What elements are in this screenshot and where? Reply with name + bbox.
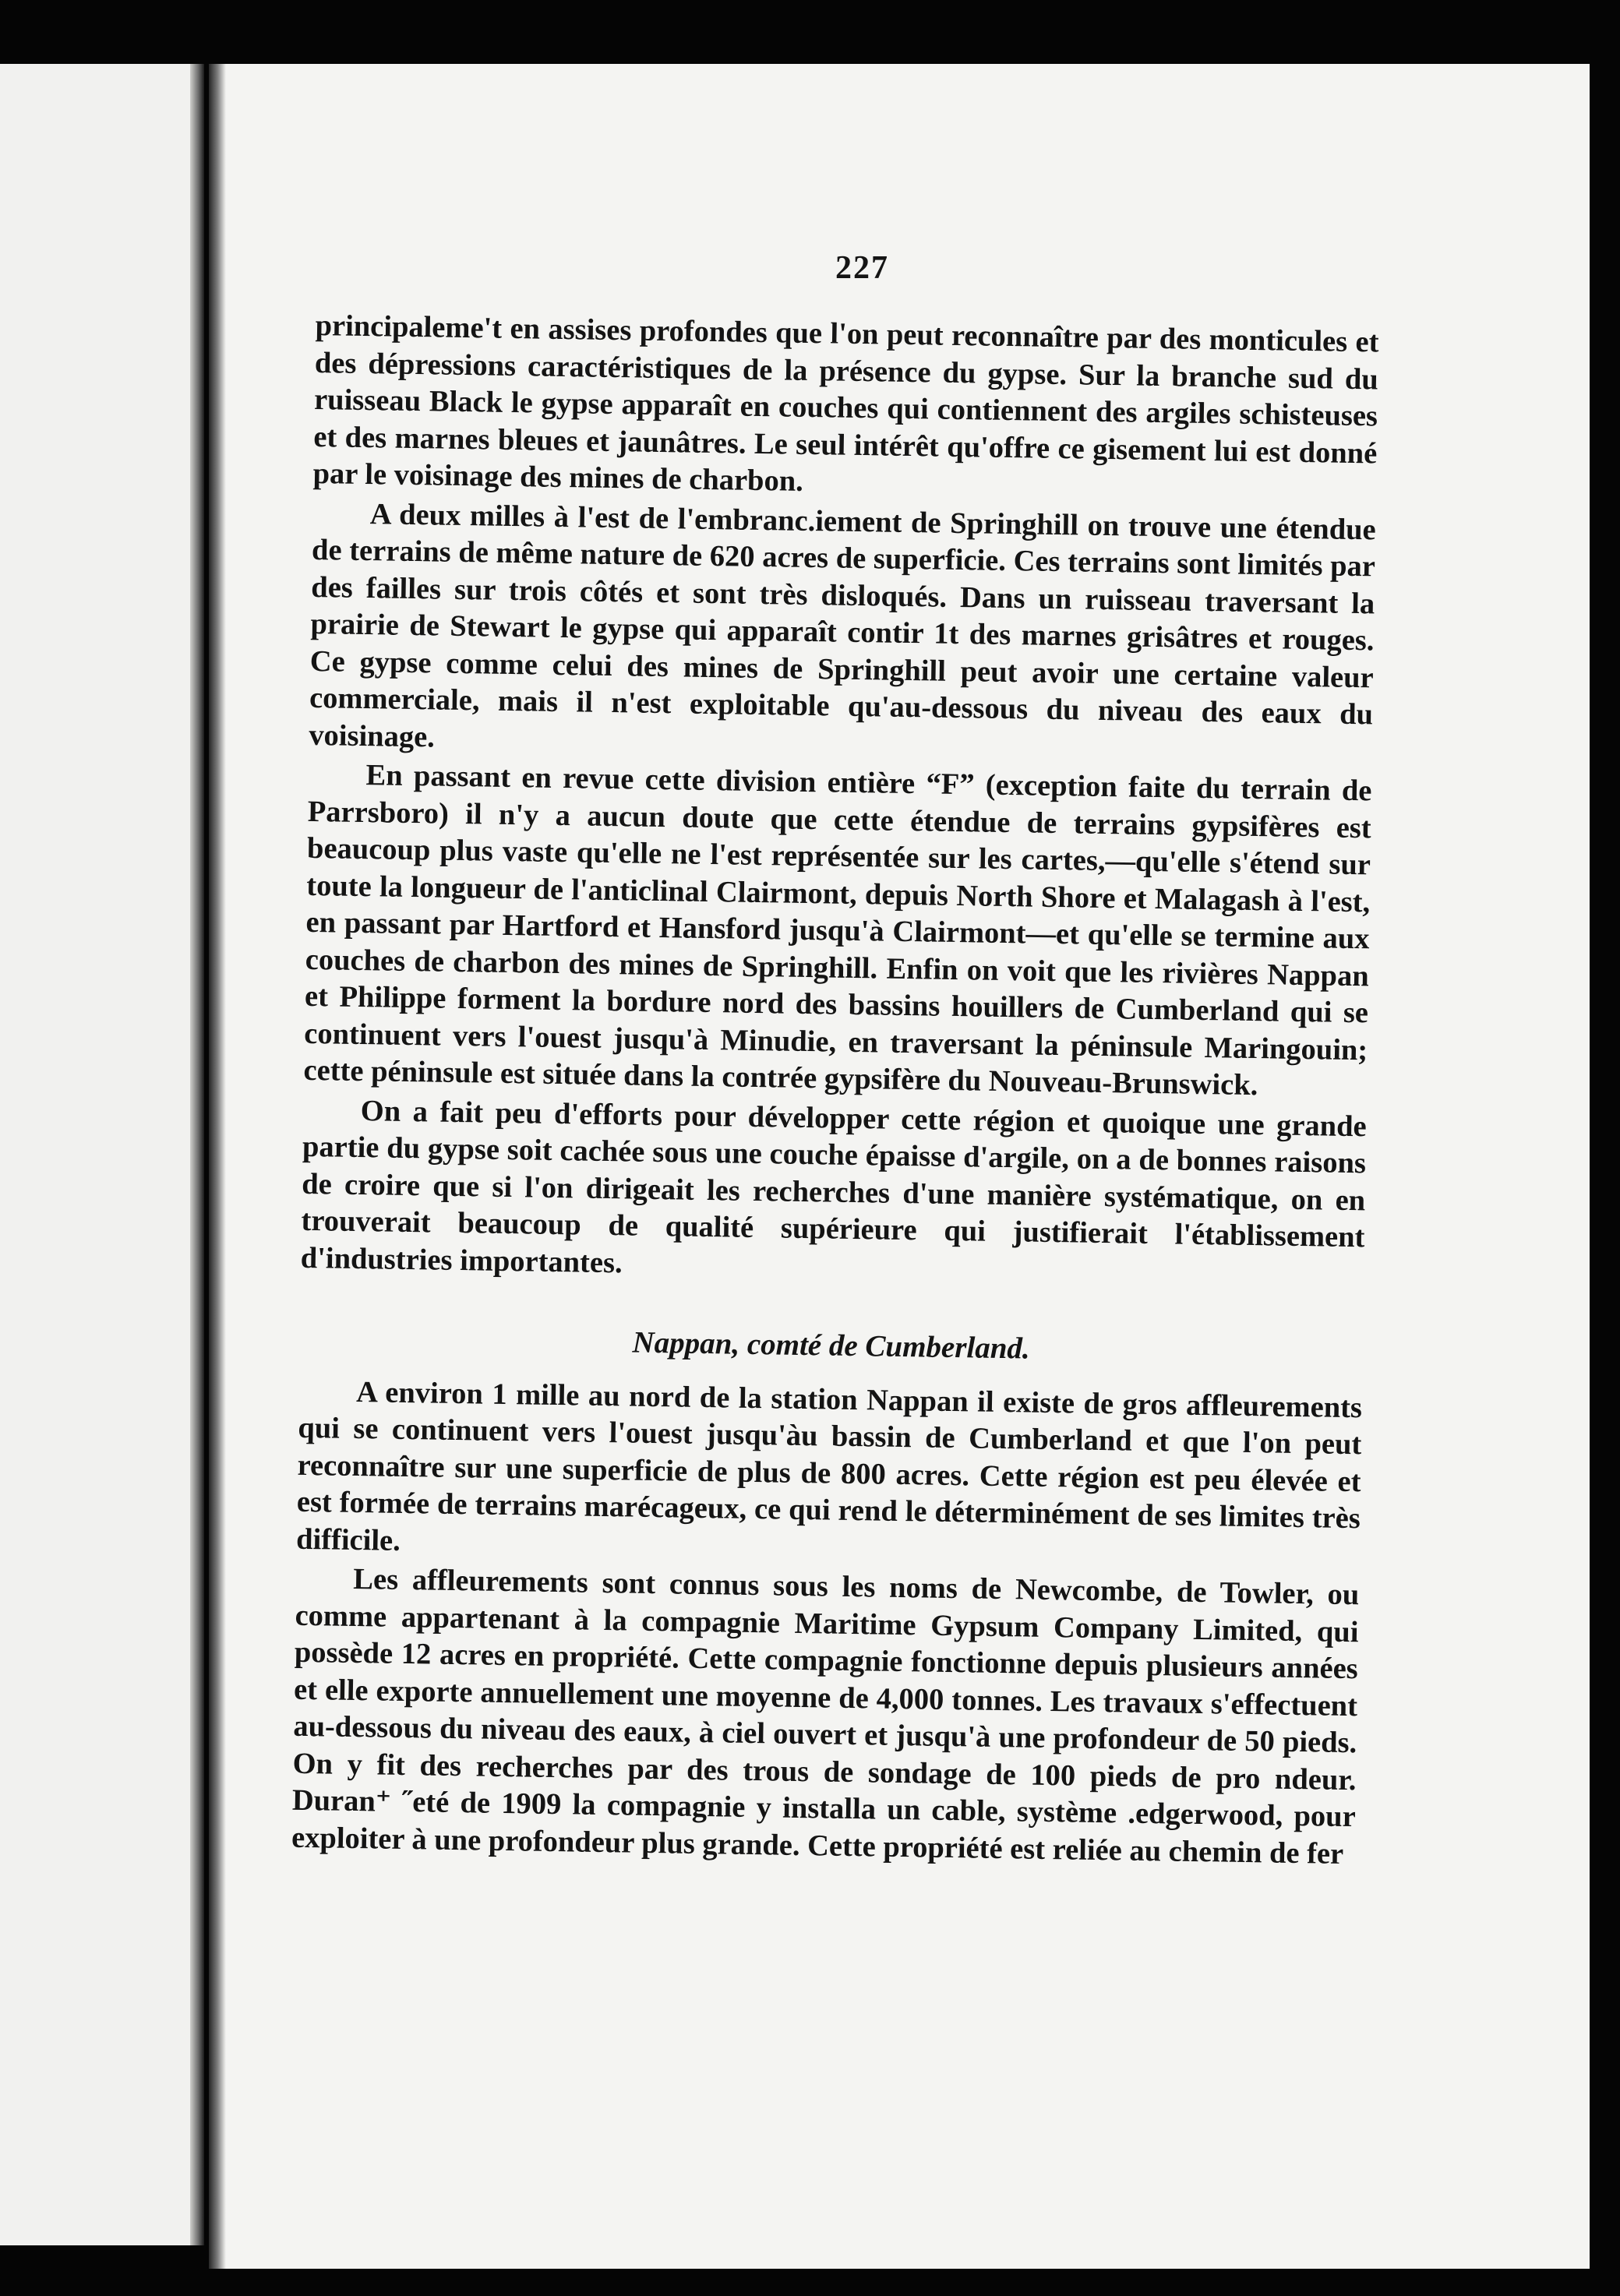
paragraph: Les affleurements sont connus sous les noms de Newcombe, de Towler, ou comme appartenant à la compagnie Maritime Gypsum Company Limited, qui possède 12 acres en propriété. Cette compagnie fonctionne depuis plusieurs années et elle exporte annuellement une moyenne de 4,000 tonnes. Les travaux s'effectuent au-dessous du niveau des eaux, à ciel ouvert et jusqu'à une profondeur de 50 pieds. On y fit des recherches par des trous de sondage de 100 pieds de pro ndeur. Duran⁺ ˝eté de 1909 la compagnie y installa un cable, système .edgerwood, pour exploiter à une profondeur plus grande. Cette propriété est reliée au chemin de fer [291, 1562, 1360, 1871]
page-body [291, 308, 1379, 1873]
left-facing-page [0, 64, 193, 2245]
paragraph: A environ 1 mille au nord de la station Nappan il existe de gros affleurements qui se continuent vers l'ouest jusqu'àu bassin de Cumberland et que l'on peut reconnaître sur une superficie de plus de 800 acres. Cette région est peu élevée et est formée de terrains marécageux, ce qui rend le déterminément de ses limites très difficile. [295, 1375, 1363, 1557]
paragraph: En passant en revue cette division entière “F” (exception faite du terrain de Parrsboro) il n'y a aucun doute que cette étendue de terrains gypsifères est beaucoup plus vaste qu'elle ne l'est représentée sur les cartes,—qu'elle s'étend sur toute la longueur de l'anticlinal Clairmont, depuis North Shore et Malagash à l'est, en passant par Hartford et Hansford jusqu'à Clairmont—et qu'elle se termine aux couches de charbon des mines de Springhill. Enfin on voit que les rivières Nappan et Philippe forment la bordure nord des bassins houillers de Cumberland qui se continuent vers l'ouest jusqu'à Minudie, en traversant la péninsule Maringouin; cette péninsule est située dans la contrée gypsifère du Nouveau-Brunswick. [303, 759, 1372, 1102]
page-number: 227 [835, 250, 889, 286]
section-heading: Nappan, comté de Cumberland. [632, 1325, 1031, 1366]
paragraph: On a fait peu d'efforts pour développer cette région et quoique une grande partie du gypse soit cachée sous une couche épaisse d'argile, on a de bonnes raisons de croire que si l'on dirigeait les recherches d'une manière systématique, on en trouverait beaucoup de qualité supérieure qui justifierait l'établissement d'industries importantes. [300, 1094, 1367, 1279]
paragraph: A deux milles à l'est de l'embranc.iement de Springhill on trouve une étendue de terrains de même nature de 620 acres de superficie. Ces terrains sont limités par des failles sur trois côtés et sont très disloqués. Dans un ruisseau traversant la prairie de Stewart le gypse qui apparaît contir 1t des marnes grisâtres et rouges. Ce gypse comme celui des mines de Springhill peut avoir une certaine valeur commerciale, mais il n'est exploitable qu'au-dessous du niveau des eaux du voisinage. [309, 497, 1377, 753]
left-page-gutter [190, 64, 204, 2245]
paragraph: principaleme​'t en assises profondes que l'on peut reconnaître par des monticules et des dépressions caractéristiques de la présence du gypse. Sur la branche sud du ruisseau Black le gypse apparaît en couches qui contiennent des argiles schisteuses et des marnes bleues et jaunâtres. Le seul intérêt qu'offre ce gisement lui est donné par le voisinage des mines de charbon. [312, 309, 1379, 498]
spine-shadow [209, 64, 226, 2269]
